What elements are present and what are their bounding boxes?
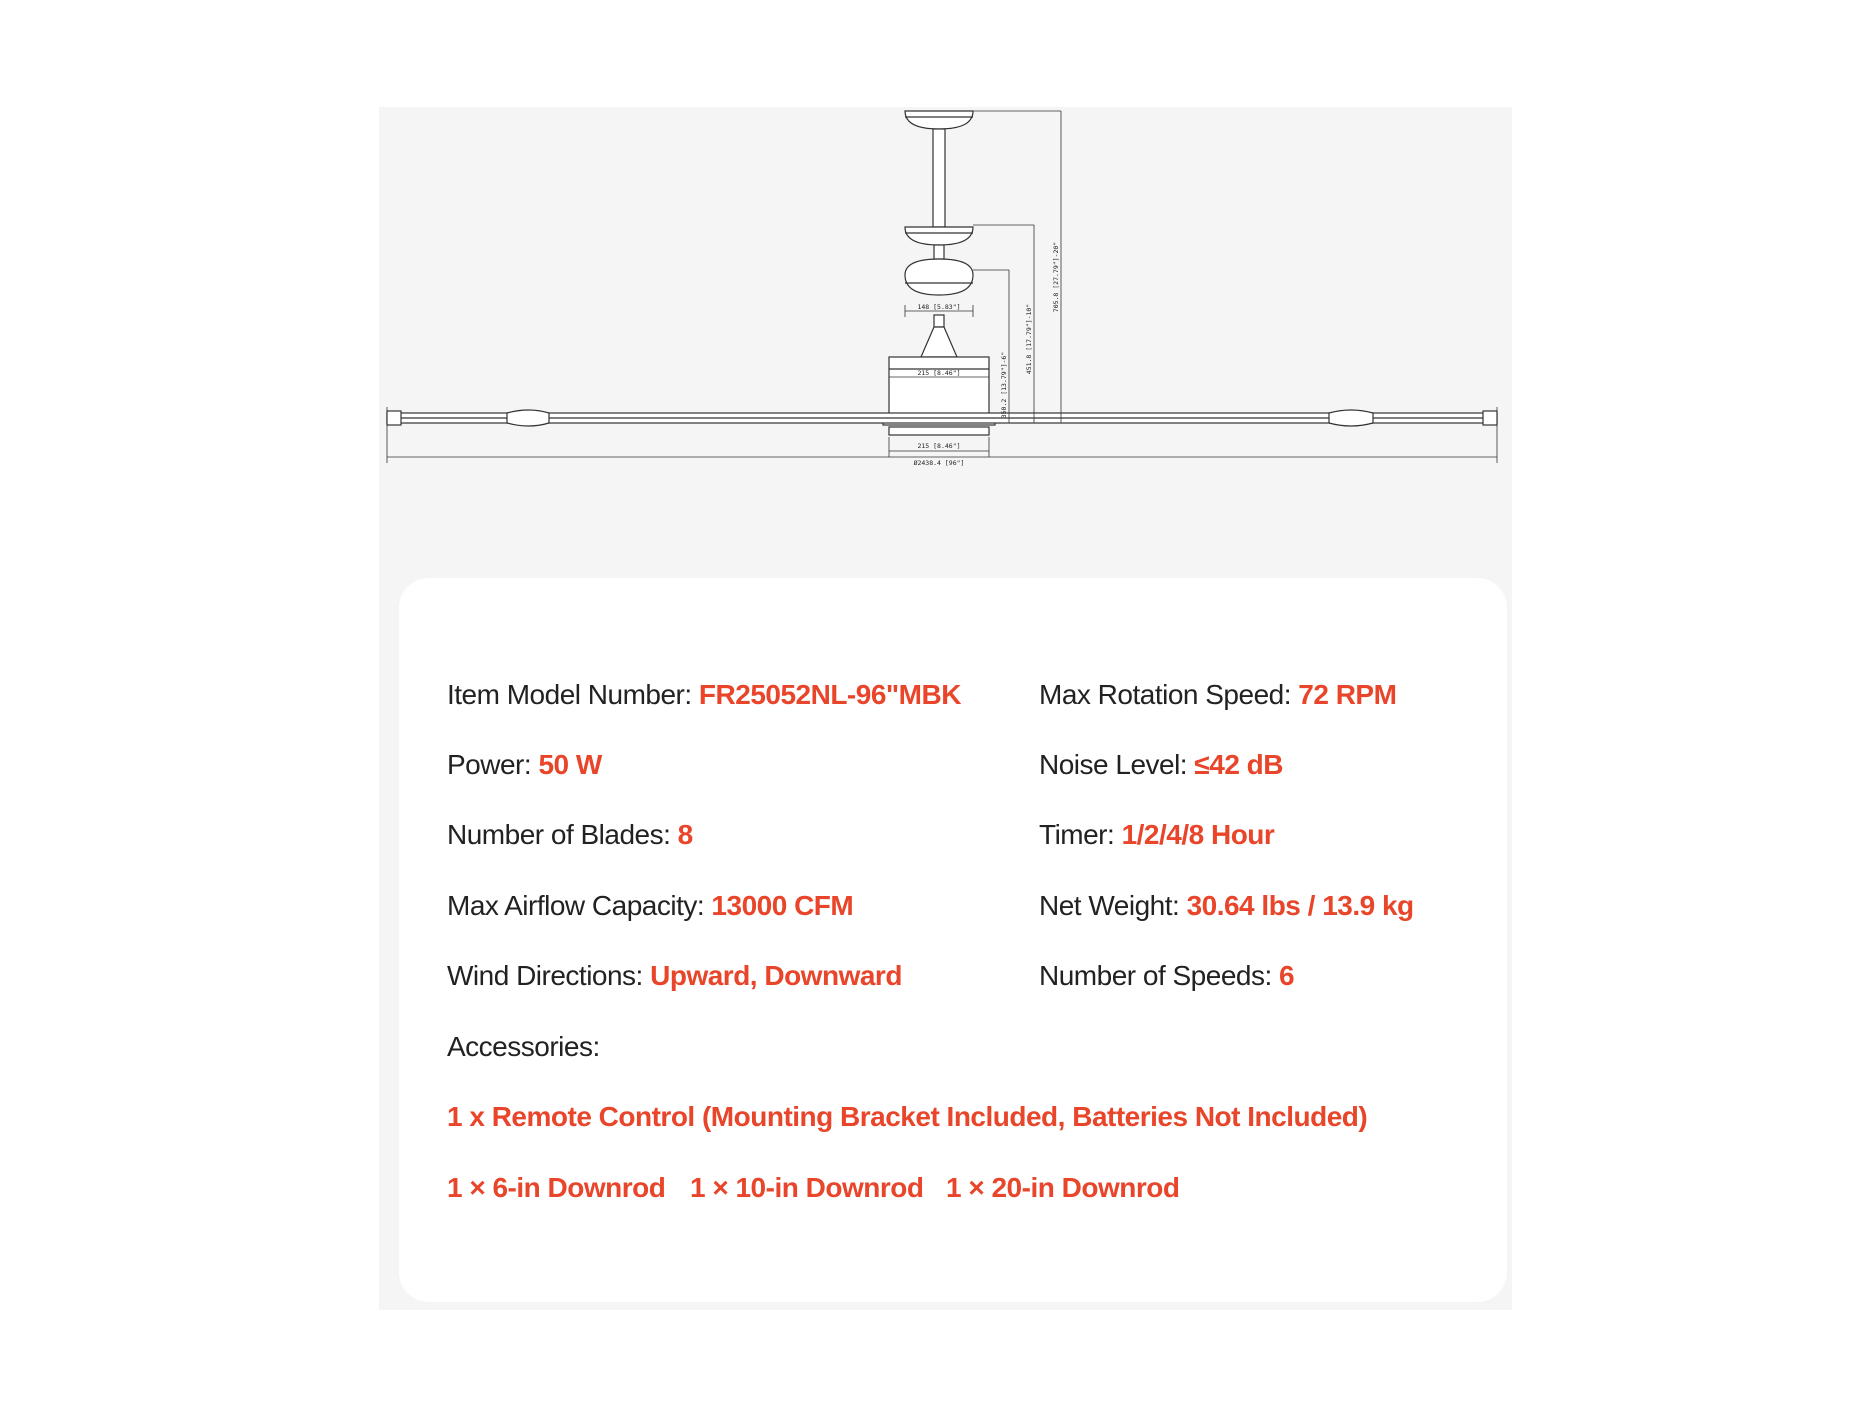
dim-height-6: 350.2 [13.79"]-6": [1000, 351, 1008, 419]
dim-motor-width: 215 [8.46"]: [917, 369, 961, 377]
accessory-downrod-20in: 1 × 20-in Downrod: [946, 1172, 1180, 1203]
spec-airflow: Max Airflow Capacity: 13000 CFM: [447, 890, 854, 921]
fan-diagram: [379, 107, 1512, 587]
spec-net-weight: Net Weight: 30.64 lbs / 13.9 kg: [1039, 890, 1414, 921]
spec-blades: Number of Blades: 8: [447, 819, 693, 850]
spec-model-number: Item Model Number: FR25052NL-96"MBK: [447, 679, 961, 710]
spec-rotation-speed: Max Rotation Speed: 72 RPM: [1039, 679, 1397, 710]
spec-wind-directions: Wind Directions: Upward, Downward: [447, 960, 902, 991]
ceiling-canopy: [905, 111, 973, 129]
motor-housing: [889, 357, 989, 417]
dim-height-20: 705.8 [27.79"]-20": [1052, 241, 1060, 313]
accessory-remote-control: 1 x Remote Control (Mounting Bracket Included, Batteries Not Included): [447, 1101, 1368, 1132]
dim-height-10: 451.8 [17.79"]-10": [1025, 303, 1033, 375]
coupler: [921, 327, 957, 357]
spec-speed-count: Number of Speeds: 6: [1039, 960, 1295, 991]
collar-upper: [905, 227, 973, 245]
spec-noise-level: Noise Level: ≤42 dB: [1039, 749, 1283, 780]
accessory-downrod-10in: 1 × 10-in Downrod: [690, 1172, 924, 1203]
dim-canopy-width: 148 [5.83"]: [917, 303, 961, 311]
fan-dimension-drawing: [379, 107, 1512, 587]
accessories-label: Accessories:: [447, 1031, 600, 1062]
dim-hub-width: 215 [8.46"]: [917, 442, 961, 450]
dim-diameter: Ø2438.4 [96"]: [913, 459, 965, 467]
accessory-downrod-6in: 1 × 6-in Downrod: [447, 1172, 666, 1203]
spec-card: [399, 578, 1507, 1302]
product-spec-panel: [379, 107, 1512, 1310]
spec-timer: Timer: 1/2/4/8 Hour: [1039, 819, 1275, 850]
collar-lower: [905, 259, 973, 295]
downrod: [933, 129, 945, 227]
spec-power: Power: 50 W: [447, 749, 602, 780]
